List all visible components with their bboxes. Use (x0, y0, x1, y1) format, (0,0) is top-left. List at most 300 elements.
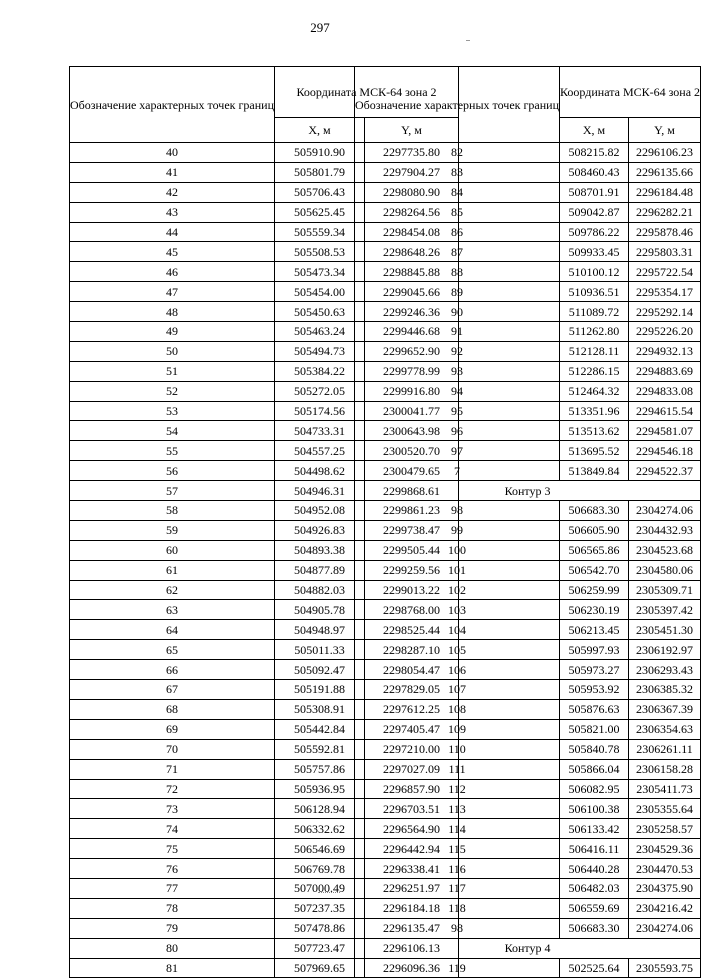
y-coordinate: 2306261.11 (629, 739, 701, 759)
point-number: 89 (355, 282, 560, 302)
x-coordinate: 506082.95 (560, 779, 629, 799)
y-coordinate: 2298080.90 (365, 182, 459, 202)
table-body-right (355, 143, 701, 978)
y-coordinate: 2294546.18 (629, 441, 701, 461)
y-coordinate: 2305397.42 (629, 600, 701, 620)
table-row (355, 918, 701, 938)
x-coordinate: 509042.87 (560, 202, 629, 222)
x-coordinate: 505508.53 (275, 242, 365, 262)
y-coordinate: 2299861.23 (365, 501, 459, 521)
x-coordinate: 505559.34 (275, 222, 365, 242)
y-coordinate: 2296135.47 (365, 918, 459, 938)
y-coordinate: 2297405.47 (365, 719, 459, 739)
point-number: 53 (70, 401, 275, 421)
point-number: 83 (355, 162, 560, 182)
y-coordinate: 2306158.28 (629, 759, 701, 779)
x-coordinate: 506605.90 (560, 520, 629, 540)
y-coordinate: 2305411.73 (629, 779, 701, 799)
point-number: 90 (355, 302, 560, 322)
y-coordinate: 2296135.66 (629, 162, 701, 182)
x-coordinate: 511089.72 (560, 302, 629, 322)
x-coordinate: 505592.81 (275, 739, 365, 759)
table-row (355, 839, 701, 859)
table-row (355, 680, 701, 700)
point-number: 104 (355, 620, 560, 640)
y-coordinate: 2294883.69 (629, 361, 701, 381)
point-number: 50 (70, 341, 275, 361)
point-number: 112 (355, 779, 560, 799)
y-coordinate: 2298768.00 (365, 600, 459, 620)
x-coordinate: 506213.45 (560, 620, 629, 640)
x-coordinate: 508701.91 (560, 182, 629, 202)
x-coordinate: 510100.12 (560, 262, 629, 282)
point-number: 78 (70, 898, 275, 918)
x-coordinate: 505494.73 (275, 341, 365, 361)
x-coordinate: 513513.62 (560, 421, 629, 441)
x-coordinate: 505840.78 (560, 739, 629, 759)
x-coordinate: 505973.27 (560, 660, 629, 680)
point-number: 51 (70, 361, 275, 381)
y-coordinate: 2295878.46 (629, 222, 701, 242)
table-row (355, 302, 701, 322)
y-coordinate: 2304274.06 (629, 501, 701, 521)
x-coordinate: 505463.24 (275, 322, 365, 342)
x-coordinate: 509933.45 (560, 242, 629, 262)
y-coordinate: 2306367.39 (629, 699, 701, 719)
y-coordinate: 2294581.07 (629, 421, 701, 441)
x-coordinate: 507000.49 (275, 878, 365, 898)
point-number: 72 (70, 779, 275, 799)
point-number: 82 (355, 143, 560, 163)
point-number: 106 (355, 660, 560, 680)
y-coordinate: 2294932.13 (629, 341, 701, 361)
x-coordinate: 505191.88 (275, 680, 365, 700)
point-number: 102 (355, 580, 560, 600)
y-coordinate: 2306293.43 (629, 660, 701, 680)
y-coordinate: 2296106.13 (365, 938, 459, 958)
table-row (355, 182, 701, 202)
table-row (355, 222, 701, 242)
point-number: 58 (70, 501, 275, 521)
point-number: 69 (70, 719, 275, 739)
point-number: 40 (70, 143, 275, 163)
x-coordinate: 512128.11 (560, 341, 629, 361)
table-row (355, 461, 701, 481)
point-number: 42 (70, 182, 275, 202)
x-coordinate: 505997.93 (560, 640, 629, 660)
point-number: 98 (355, 501, 560, 521)
table-row (355, 202, 701, 222)
point-number: 93 (355, 361, 560, 381)
x-coordinate: 506259.99 (560, 580, 629, 600)
x-coordinate: 507723.47 (275, 938, 365, 958)
x-coordinate: 504733.31 (275, 421, 365, 441)
table-row (355, 520, 701, 540)
point-number: 55 (70, 441, 275, 461)
table-row (355, 262, 701, 282)
point-number: 117 (355, 878, 560, 898)
x-coordinate: 504893.38 (275, 540, 365, 560)
y-coordinate: 2300520.70 (365, 441, 459, 461)
header-coord-label: Координата МСК-64 зона 2 (275, 67, 459, 118)
y-coordinate: 2295354.17 (629, 282, 701, 302)
y-coordinate: 2296857.90 (365, 779, 459, 799)
point-number: 116 (355, 859, 560, 879)
point-number: 61 (70, 560, 275, 580)
header-x-label: X, м (275, 118, 365, 143)
point-number: 43 (70, 202, 275, 222)
y-coordinate: 2294522.37 (629, 461, 701, 481)
x-coordinate: 506332.62 (275, 819, 365, 839)
y-coordinate: 2304375.90 (629, 878, 701, 898)
point-number: 81 (70, 958, 275, 978)
y-coordinate: 2305258.57 (629, 819, 701, 839)
y-coordinate: 2297829.05 (365, 680, 459, 700)
y-coordinate: 2305451.30 (629, 620, 701, 640)
y-coordinate: 2294615.54 (629, 401, 701, 421)
point-number: 7 (355, 461, 560, 481)
y-coordinate: 2300041.77 (365, 401, 459, 421)
header-point-label: Обозначение характерных точек границ (355, 67, 560, 143)
point-number: 119 (355, 958, 560, 978)
x-coordinate: 506230.19 (560, 600, 629, 620)
y-coordinate: 2297612.25 (365, 699, 459, 719)
point-number: 65 (70, 640, 275, 660)
page-number: 297 (310, 20, 330, 35)
table-row (355, 759, 701, 779)
y-coordinate: 2295803.31 (629, 242, 701, 262)
x-coordinate: 507478.86 (275, 918, 365, 938)
table-row (355, 162, 701, 182)
point-number: 118 (355, 898, 560, 918)
y-coordinate: 2297210.00 (365, 739, 459, 759)
point-number: 75 (70, 839, 275, 859)
table-row (355, 739, 701, 759)
table-row (355, 501, 701, 521)
y-coordinate: 2300643.98 (365, 421, 459, 441)
x-coordinate: 513695.52 (560, 441, 629, 461)
point-number: 41 (70, 162, 275, 182)
x-coordinate: 511262.80 (560, 322, 629, 342)
y-coordinate: 2298287.10 (365, 640, 459, 660)
x-coordinate: 506683.30 (560, 501, 629, 521)
table-row (355, 381, 701, 401)
point-number: 115 (355, 839, 560, 859)
point-number: 91 (355, 322, 560, 342)
point-number: 59 (70, 520, 275, 540)
x-coordinate: 505801.79 (275, 162, 365, 182)
y-coordinate: 2297735.80 (365, 143, 459, 163)
point-number: 48 (70, 302, 275, 322)
x-coordinate: 506482.03 (560, 878, 629, 898)
x-coordinate: 505384.22 (275, 361, 365, 381)
point-number: 88 (355, 262, 560, 282)
x-coordinate: 505821.00 (560, 719, 629, 739)
y-coordinate: 2295292.14 (629, 302, 701, 322)
point-number: 107 (355, 680, 560, 700)
x-coordinate: 505953.92 (560, 680, 629, 700)
y-coordinate: 2294833.08 (629, 381, 701, 401)
point-number: 45 (70, 242, 275, 262)
x-coordinate: 504557.25 (275, 441, 365, 461)
y-coordinate: 2298054.47 (365, 660, 459, 680)
x-coordinate: 505092.47 (275, 660, 365, 680)
y-coordinate: 2304216.42 (629, 898, 701, 918)
y-coordinate: 2299916.80 (365, 381, 459, 401)
x-coordinate: 505450.63 (275, 302, 365, 322)
table-row (355, 361, 701, 381)
x-coordinate: 506546.69 (275, 839, 365, 859)
point-number: 94 (355, 381, 560, 401)
section-label: Контур 3 (355, 481, 701, 501)
table-row (355, 441, 701, 461)
scan-mark (466, 40, 470, 41)
point-number: 95 (355, 401, 560, 421)
x-coordinate: 506542.70 (560, 560, 629, 580)
y-coordinate: 2304470.53 (629, 859, 701, 879)
x-coordinate: 513849.84 (560, 461, 629, 481)
y-coordinate: 2298454.08 (365, 222, 459, 242)
y-coordinate: 2298525.44 (365, 620, 459, 640)
point-number: 87 (355, 242, 560, 262)
y-coordinate: 2296338.41 (365, 859, 459, 879)
table-row (355, 600, 701, 620)
point-number: 44 (70, 222, 275, 242)
y-coordinate: 2305355.64 (629, 799, 701, 819)
y-coordinate: 2296184.18 (365, 898, 459, 918)
table-row (355, 401, 701, 421)
y-coordinate: 2306354.63 (629, 719, 701, 739)
x-coordinate: 508215.82 (560, 143, 629, 163)
y-coordinate: 2304274.06 (629, 918, 701, 938)
point-number: 54 (70, 421, 275, 441)
table-row (355, 282, 701, 302)
table-row (355, 341, 701, 361)
table-row (355, 819, 701, 839)
point-number: 63 (70, 600, 275, 620)
x-coordinate: 509786.22 (560, 222, 629, 242)
y-coordinate: 2299013.22 (365, 580, 459, 600)
y-coordinate: 2299259.56 (365, 560, 459, 580)
x-coordinate: 504498.62 (275, 461, 365, 481)
y-coordinate: 2304523.68 (629, 540, 701, 560)
point-number: 96 (355, 421, 560, 441)
y-coordinate: 2297027.09 (365, 759, 459, 779)
x-coordinate: 505936.95 (275, 779, 365, 799)
y-coordinate: 2304432.93 (629, 520, 701, 540)
y-coordinate: 2296106.23 (629, 143, 701, 163)
table-row (355, 699, 701, 719)
x-coordinate: 504877.89 (275, 560, 365, 580)
point-number: 67 (70, 680, 275, 700)
y-coordinate: 2306192.97 (629, 640, 701, 660)
table-row (355, 878, 701, 898)
x-coordinate: 505308.91 (275, 699, 365, 719)
x-coordinate: 512286.15 (560, 361, 629, 381)
x-coordinate: 506100.38 (560, 799, 629, 819)
x-coordinate: 505272.05 (275, 381, 365, 401)
point-number: 62 (70, 580, 275, 600)
x-coordinate: 505454.00 (275, 282, 365, 302)
point-number: 109 (355, 719, 560, 739)
y-coordinate: 2299446.68 (365, 322, 459, 342)
point-number: 98 (355, 918, 560, 938)
point-number: 47 (70, 282, 275, 302)
point-number: 77 (70, 878, 275, 898)
x-coordinate: 506133.42 (560, 819, 629, 839)
table-row (355, 898, 701, 918)
y-coordinate: 2300479.65 (365, 461, 459, 481)
x-coordinate: 505625.45 (275, 202, 365, 222)
point-number: 92 (355, 341, 560, 361)
table-row (355, 242, 701, 262)
x-coordinate: 507237.35 (275, 898, 365, 918)
point-number: 70 (70, 739, 275, 759)
point-number: 110 (355, 739, 560, 759)
point-number: 80 (70, 938, 275, 958)
point-number: 52 (70, 381, 275, 401)
y-coordinate: 2306385.32 (629, 680, 701, 700)
point-number: 71 (70, 759, 275, 779)
table-row (355, 620, 701, 640)
point-number: 76 (70, 859, 275, 879)
point-number: 56 (70, 461, 275, 481)
point-number: 64 (70, 620, 275, 640)
point-number: 86 (355, 222, 560, 242)
point-number: 74 (70, 819, 275, 839)
section-label: Контур 4 (355, 938, 701, 958)
table-row (355, 540, 701, 560)
point-number: 97 (355, 441, 560, 461)
x-coordinate: 505174.56 (275, 401, 365, 421)
y-coordinate: 2296703.51 (365, 799, 459, 819)
x-coordinate: 505442.84 (275, 719, 365, 739)
section-row (355, 938, 701, 958)
header-y-label: Y, м (365, 118, 459, 143)
y-coordinate: 2296282.21 (629, 202, 701, 222)
point-number: 85 (355, 202, 560, 222)
x-coordinate: 506559.69 (560, 898, 629, 918)
x-coordinate: 506565.86 (560, 540, 629, 560)
y-coordinate: 2299778.99 (365, 361, 459, 381)
point-number: 68 (70, 699, 275, 719)
header-point-label: Обозначение характерных точек границ (70, 67, 275, 143)
table-row (355, 322, 701, 342)
x-coordinate: 506769.78 (275, 859, 365, 879)
point-number: 111 (355, 759, 560, 779)
header-x-label: X, м (560, 118, 629, 143)
point-number: 105 (355, 640, 560, 660)
x-coordinate: 512464.32 (560, 381, 629, 401)
point-number: 60 (70, 540, 275, 560)
y-coordinate: 2296251.97 (365, 878, 459, 898)
y-coordinate: 2299868.61 (365, 481, 459, 501)
x-coordinate: 504948.97 (275, 620, 365, 640)
x-coordinate: 506128.94 (275, 799, 365, 819)
y-coordinate: 2296564.90 (365, 819, 459, 839)
x-coordinate: 505910.90 (275, 143, 365, 163)
x-coordinate: 506683.30 (560, 918, 629, 938)
x-coordinate: 504882.03 (275, 580, 365, 600)
x-coordinate: 504946.31 (275, 481, 365, 501)
y-coordinate: 2297904.27 (365, 162, 459, 182)
point-number: 103 (355, 600, 560, 620)
point-number: 113 (355, 799, 560, 819)
x-coordinate: 508460.43 (560, 162, 629, 182)
x-coordinate: 504926.83 (275, 520, 365, 540)
x-coordinate: 505757.86 (275, 759, 365, 779)
x-coordinate: 504905.78 (275, 600, 365, 620)
x-coordinate: 505473.34 (275, 262, 365, 282)
y-coordinate: 2304529.36 (629, 839, 701, 859)
table-row (355, 958, 701, 978)
y-coordinate: 2296184.48 (629, 182, 701, 202)
footer-line (318, 892, 340, 893)
header-y-label: Y, м (629, 118, 701, 143)
table-row (355, 143, 701, 163)
x-coordinate: 506416.11 (560, 839, 629, 859)
point-number: 99 (355, 520, 560, 540)
table-row (355, 859, 701, 879)
y-coordinate: 2304580.06 (629, 560, 701, 580)
table-row (355, 799, 701, 819)
y-coordinate: 2299505.44 (365, 540, 459, 560)
y-coordinate: 2299045.66 (365, 282, 459, 302)
y-coordinate: 2305309.71 (629, 580, 701, 600)
y-coordinate: 2295226.20 (629, 322, 701, 342)
point-number: 84 (355, 182, 560, 202)
table-row (355, 560, 701, 580)
y-coordinate: 2305593.75 (629, 958, 701, 978)
table-row (355, 660, 701, 680)
point-number: 49 (70, 322, 275, 342)
coordinates-table-right (354, 66, 701, 978)
y-coordinate: 2298648.26 (365, 242, 459, 262)
y-coordinate: 2299652.90 (365, 341, 459, 361)
point-number: 108 (355, 699, 560, 719)
table-row (355, 779, 701, 799)
x-coordinate: 504952.08 (275, 501, 365, 521)
point-number: 114 (355, 819, 560, 839)
x-coordinate: 507969.65 (275, 958, 365, 978)
x-coordinate: 506440.28 (560, 859, 629, 879)
point-number: 100 (355, 540, 560, 560)
point-number: 79 (70, 918, 275, 938)
y-coordinate: 2299738.47 (365, 520, 459, 540)
y-coordinate: 2298264.56 (365, 202, 459, 222)
y-coordinate: 2296442.94 (365, 839, 459, 859)
x-coordinate: 505876.63 (560, 699, 629, 719)
point-number: 66 (70, 660, 275, 680)
y-coordinate: 2298845.88 (365, 262, 459, 282)
section-row (355, 481, 701, 501)
header-coord-label: Координата МСК-64 зона 2 (560, 67, 701, 118)
point-number: 57 (70, 481, 275, 501)
x-coordinate: 505866.04 (560, 759, 629, 779)
x-coordinate: 502525.64 (560, 958, 629, 978)
point-number: 101 (355, 560, 560, 580)
y-coordinate: 2296096.36 (365, 958, 459, 978)
x-coordinate: 513351.96 (560, 401, 629, 421)
table-row (355, 421, 701, 441)
point-number: 73 (70, 799, 275, 819)
table-row (355, 580, 701, 600)
x-coordinate: 510936.51 (560, 282, 629, 302)
point-number: 46 (70, 262, 275, 282)
x-coordinate: 505011.33 (275, 640, 365, 660)
x-coordinate: 505706.43 (275, 182, 365, 202)
y-coordinate: 2299246.36 (365, 302, 459, 322)
